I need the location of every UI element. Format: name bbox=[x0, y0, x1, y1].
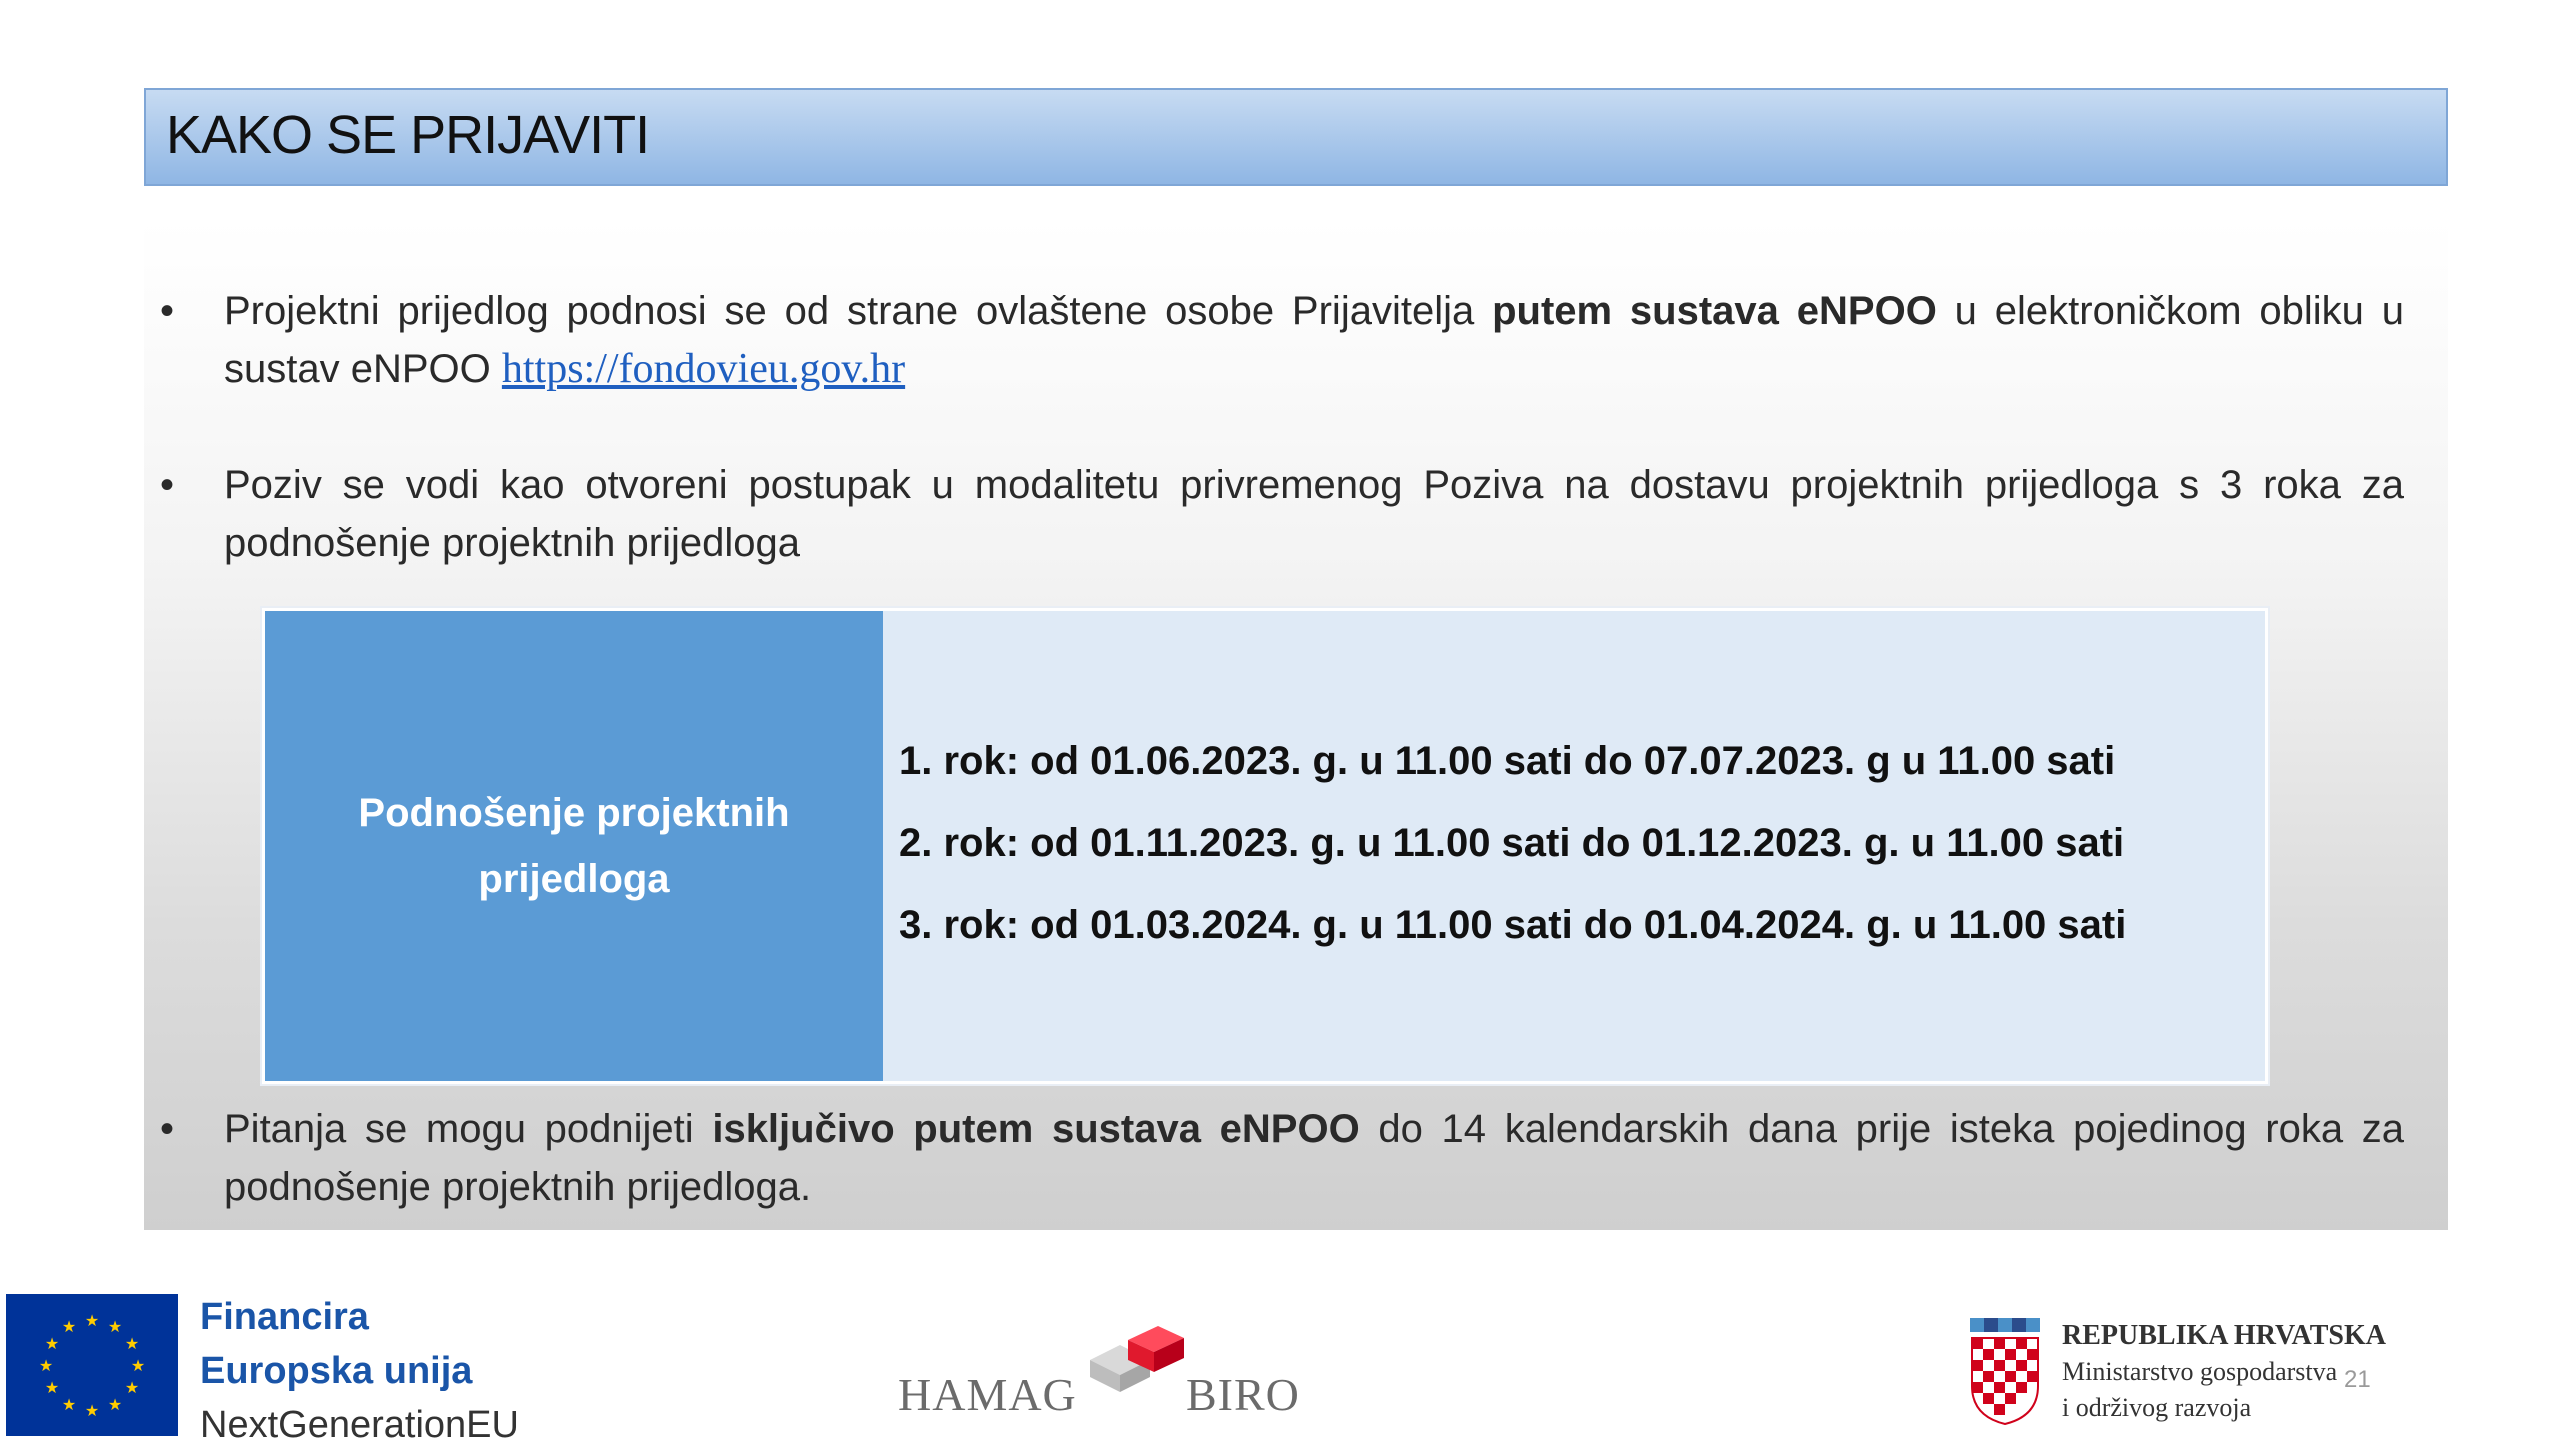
svg-text:★: ★ bbox=[107, 1317, 123, 1336]
bullet-icon: • bbox=[160, 1107, 175, 1151]
bullet-bold-text: isključivo putem sustava eNPOO bbox=[712, 1107, 1360, 1151]
svg-text:★: ★ bbox=[44, 1334, 60, 1353]
deadline-row: 3. rok: od 01.03.2024. g. u 11.00 sati do 01.04.2024. g. u 11.00 sati bbox=[899, 903, 2127, 947]
svg-text:★: ★ bbox=[107, 1395, 123, 1414]
svg-text:★: ★ bbox=[44, 1378, 60, 1397]
bullet-text: Poziv se vodi kao otvoreni postupak u modalitetu privremenog Poziva na dostavu projektnih prijedloga s 3 roka za podnošenje projektnih prijedloga bbox=[224, 463, 2404, 565]
rh-line-3: i održivog razvoja bbox=[2062, 1393, 2252, 1422]
fondovieu-link[interactable]: https://fondovieu.gov.hr bbox=[501, 346, 906, 392]
table-header-cell bbox=[265, 611, 883, 1081]
svg-text:★: ★ bbox=[124, 1334, 140, 1353]
eu-line-2: Europska unija bbox=[200, 1350, 473, 1392]
page-title: KAKO SE PRIJAVITI bbox=[166, 105, 650, 165]
deadlines-table bbox=[262, 608, 2268, 1084]
bullet-text bbox=[224, 282, 2404, 398]
slide-content bbox=[144, 220, 2448, 1230]
rh-line-2: Ministarstvo gospodarstva bbox=[2062, 1357, 2338, 1386]
hamag-logo-text-right: BIRO bbox=[1186, 1369, 1300, 1420]
bullet-bold-text: putem sustava eNPOO bbox=[1492, 289, 1937, 333]
hamag-cube-icon bbox=[1080, 1320, 1190, 1400]
eu-flag-icon bbox=[6, 1294, 178, 1436]
svg-text:★: ★ bbox=[124, 1378, 140, 1397]
svg-text:★: ★ bbox=[61, 1395, 77, 1414]
table-body-cell bbox=[885, 611, 2265, 1081]
table-header-label: Podnošenje projektnih prijedloga bbox=[358, 791, 790, 901]
svg-text:★: ★ bbox=[61, 1317, 77, 1336]
bullet-text-part: u elektroničkom obliku u sustav eNPOO bbox=[224, 289, 2405, 391]
svg-text:★: ★ bbox=[38, 1356, 54, 1375]
croatian-coat-of-arms-icon bbox=[1966, 1316, 2044, 1426]
bullet-icon: • bbox=[160, 463, 175, 507]
eu-line-3: NextGenerationEU bbox=[200, 1404, 519, 1446]
deadline-row: 1. rok: od 01.06.2023. g. u 11.00 sati do 07.07.2023. g u 11.00 sati bbox=[899, 739, 2116, 783]
svg-text:★: ★ bbox=[84, 1311, 100, 1330]
eu-line-1: Financira bbox=[200, 1296, 369, 1338]
svg-text:★: ★ bbox=[130, 1356, 146, 1375]
deadline-row: 2. rok: od 01.11.2023. g. u 11.00 sati do 01.12.2023. g. u 11.00 sati bbox=[899, 821, 2125, 865]
bullet-icon: • bbox=[160, 289, 175, 333]
page-number: 21 bbox=[2344, 1366, 2371, 1393]
bullet-text-part: do 14 kalendarskih dana prije isteka pojedinog roka za podnošenje projektnih prijedloga. bbox=[224, 1107, 2404, 1209]
bullet-text bbox=[224, 1100, 2404, 1216]
bullet-text-part: Projektni prijedlog podnosi se od strane ovlaštene osobe Prijavitelja bbox=[224, 289, 1493, 333]
title-bar bbox=[144, 88, 2448, 186]
bullet-text-part: Pitanja se mogu podnijeti bbox=[224, 1107, 713, 1151]
svg-text:★: ★ bbox=[84, 1401, 100, 1420]
hamag-logo-text-left: HAMAG bbox=[898, 1369, 1077, 1420]
rh-line-1: REPUBLIKA HRVATSKA bbox=[2062, 1320, 2386, 1351]
republika-hrvatska-text bbox=[2062, 1318, 2386, 1426]
eu-funding-text bbox=[200, 1290, 519, 1452]
